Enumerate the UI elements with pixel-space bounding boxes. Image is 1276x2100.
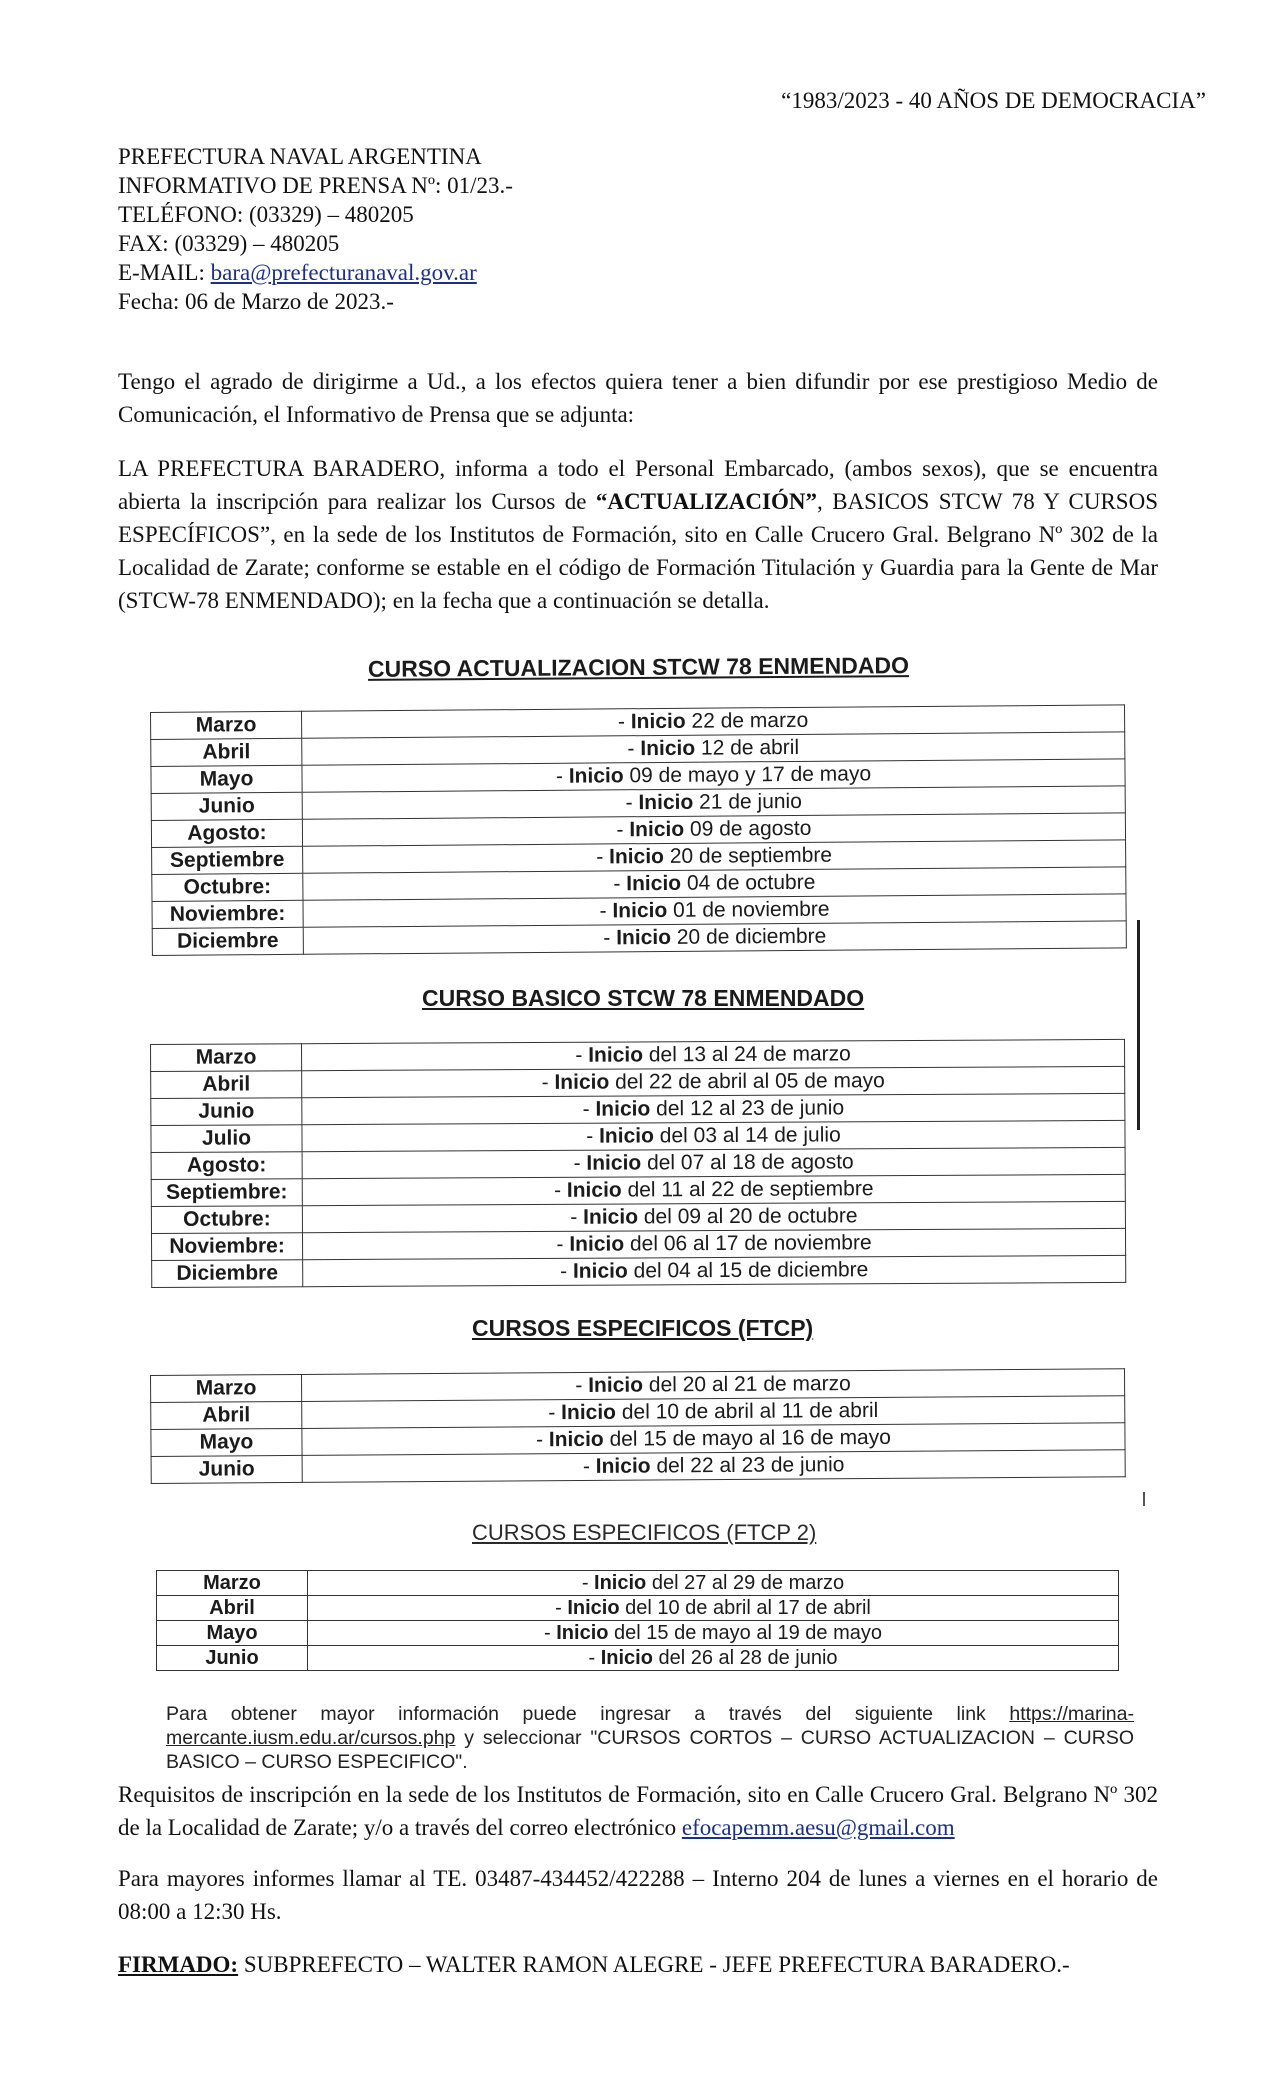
date-prefix: - (586, 1124, 600, 1148)
date-prefix: - (544, 1622, 557, 1644)
start-label: Inicio (548, 1427, 604, 1452)
start-label: Inicio (640, 736, 696, 761)
date-cell (302, 1066, 1125, 1097)
date-prefix: - (603, 926, 617, 950)
date-text: del 15 de mayo al 16 de mayo (603, 1425, 891, 1451)
start-label: Inicio (595, 1097, 651, 1121)
date-text: del 04 al 15 de diciembre (627, 1258, 869, 1283)
date-prefix: - (541, 1070, 555, 1094)
email-label: E-MAIL: (118, 260, 211, 285)
info-note (166, 1702, 1134, 1774)
start-label: Inicio (599, 1124, 654, 1148)
month-cell: Marzo (151, 1044, 302, 1072)
info-text-2: y seleccionar "CURSOS CORTOS – CURSO ACTUALIZACION – CURSO BASICO – CURSO ESPECIFICO". (166, 1727, 1134, 1773)
date-text: 21 de junio (693, 789, 802, 814)
start-label: Inicio (608, 844, 665, 869)
schedule-row (151, 1450, 1125, 1484)
fax-line: FAX: (03329) – 480205 (118, 231, 340, 256)
schedule-table-especificos (150, 1368, 1126, 1484)
date-text: del 13 al 24 de marzo (642, 1042, 851, 1067)
signature-text: SUBPREFECTO – WALTER RAMON ALEGRE - JEFE PREFECTURA BARADERO.- (238, 1952, 1070, 1977)
month-cell: Septiembre: (151, 1179, 302, 1207)
schedule-table-especificos-2 (156, 1570, 1119, 1671)
date-text: 20 de septiembre (663, 843, 833, 868)
date-text: del 22 al 23 de junio (650, 1453, 845, 1478)
requirements-paragraph (118, 1778, 1158, 1844)
date-prefix: - (588, 1647, 601, 1669)
month-cell: Diciembre (152, 927, 303, 955)
start-label: Inicio (583, 1205, 639, 1229)
signature-label: FIRMADO: (118, 1952, 239, 1977)
start-label: Inicio (616, 925, 672, 950)
start-label: Inicio (612, 898, 668, 923)
date-prefix: - (575, 1373, 589, 1398)
date-prefix: - (599, 899, 613, 923)
org-name: PREFECTURA NAVAL ARGENTINA (118, 144, 482, 169)
start-label: Inicio (568, 764, 624, 788)
month-cell: Abril (151, 738, 302, 766)
start-label: Inicio (588, 1043, 644, 1067)
month-cell: Abril (157, 1596, 308, 1621)
schedule-row (157, 1621, 1119, 1646)
month-cell: Abril (151, 1401, 302, 1429)
requirements-email-link[interactable]: efocapemm.aesu@gmail.com (681, 1815, 955, 1840)
date-text: del 06 al 17 de noviembre (624, 1231, 872, 1256)
date-cell (303, 921, 1126, 954)
date-prefix: - (560, 1259, 573, 1283)
month-cell: Junio (157, 1646, 308, 1671)
date-prefix: - (627, 737, 641, 761)
schedule-row (157, 1596, 1119, 1621)
table-title-especificos: CURSOS ESPECIFICOS (FTCP) (472, 1315, 814, 1341)
month-cell: Junio (151, 792, 302, 820)
email-line (118, 258, 513, 287)
table-title-actualizacion: CURSO ACTUALIZACION STCW 78 ENMENDADO (367, 652, 910, 682)
start-label: Inicio (586, 1151, 642, 1175)
month-cell: Julio (151, 1125, 302, 1153)
date-prefix: - (570, 1205, 584, 1229)
table-title-basico: CURSO BASICO STCW 78 ENMENDADO (422, 985, 865, 1011)
date-prefix: - (613, 872, 627, 896)
date-prefix: - (581, 1572, 595, 1594)
month-cell: Marzo (157, 1571, 308, 1596)
table-title-especificos-2: CURSOS ESPECIFICOS (FTCP 2) (472, 1520, 817, 1545)
month-cell: Mayo (157, 1621, 308, 1646)
month-cell: Noviembre: (151, 1233, 302, 1261)
date-cell (302, 1450, 1125, 1483)
month-cell: Octubre: (152, 873, 303, 901)
schedule-table-basico (150, 1039, 1126, 1288)
date-text: del 11 al 22 de septiembre (621, 1177, 874, 1202)
date-prefix: - (573, 1151, 587, 1175)
month-cell: Mayo (151, 765, 302, 793)
intro-paragraph: Tengo el agrado de dirigirme a Ud., a los efectos quiera tener a bien difundir por ese prestigioso Medio de Comunicación, el Informativo de Prensa que se adjunta: (118, 369, 1158, 427)
month-cell: Agosto: (151, 819, 302, 847)
month-cell: Marzo (151, 711, 302, 739)
letterhead (118, 142, 513, 316)
month-cell: Mayo (151, 1428, 302, 1456)
date-prefix: - (535, 1428, 549, 1452)
announcement-bold: “ACTUALIZACIÓN” (595, 489, 817, 514)
start-label: Inicio (629, 817, 685, 842)
start-label: Inicio (569, 1232, 625, 1256)
start-label: Inicio (567, 1597, 620, 1619)
date-cell (308, 1646, 1119, 1671)
date-prefix: - (582, 1454, 596, 1478)
month-cell: Junio (151, 1455, 302, 1483)
month-cell: Octubre: (151, 1206, 302, 1234)
scan-edge-mark (1137, 920, 1140, 1130)
announcement-text-1: LA PREFECTURA BARADERO, informa a todo el Personal Embarcado, (ambos sexos), que se encuentra abierta la inscripción para realizar los Cursos de (118, 456, 1158, 514)
date-text: del 07 al 18 de agosto (641, 1150, 854, 1175)
start-label: Inicio (600, 1647, 653, 1669)
date-cell (302, 1201, 1125, 1232)
date-text: del 27 al 29 de marzo (646, 1572, 845, 1594)
start-label: Inicio (630, 709, 686, 734)
start-label: Inicio (595, 1454, 651, 1478)
courses-link[interactable]: https://marina-mercante.iusm.edu.ar/cursos.php (166, 1703, 1134, 1749)
start-label: Inicio (594, 1572, 647, 1594)
schedule-table-actualizacion (150, 704, 1127, 956)
month-cell: Diciembre (152, 1260, 303, 1288)
date-cell (308, 1621, 1119, 1646)
start-label: Inicio (561, 1400, 617, 1425)
date-line: Fecha: 06 de Marzo de 2023.- (118, 289, 394, 314)
date-prefix: - (582, 1097, 596, 1121)
motto: “1983/2023 - 40 AÑOS DE DEMOCRACIA” (781, 88, 1206, 113)
requirements-text: Requisitos de inscripción en la sede de los Institutos de Formación, sito en Calle Crucero Gral. Belgrano Nº 302 de la Localidad de Zarate; y/o a través del correo electrónico (118, 1782, 1158, 1840)
date-text: del 10 de abril al 11 de abril (615, 1398, 879, 1424)
date-prefix: - (625, 791, 639, 815)
date-text: 09 de agosto (684, 816, 812, 841)
start-label: Inicio (566, 1178, 622, 1202)
month-cell: Marzo (151, 1374, 302, 1402)
email-link[interactable]: bara@prefecturanaval.gov.ar (210, 260, 477, 285)
press-release-number: INFORMATIVO DE PRENSA Nº: 01/23.- (118, 173, 513, 198)
date-prefix: - (596, 845, 610, 869)
schedule-row (157, 1571, 1119, 1596)
date-cell (302, 1039, 1125, 1070)
month-cell: Septiembre (152, 846, 303, 874)
date-cell (302, 1120, 1125, 1151)
date-text: 01 de noviembre (667, 897, 830, 922)
date-prefix: - (553, 1178, 567, 1202)
date-text: del 03 al 14 de julio (653, 1123, 841, 1148)
date-cell (302, 1093, 1125, 1124)
date-text: del 22 de abril al 05 de mayo (609, 1069, 885, 1094)
start-label: Inicio (638, 790, 694, 815)
date-prefix: - (555, 1597, 568, 1619)
date-cell (302, 1147, 1125, 1178)
info-text-1: Para obtener mayor información puede ingresar a través del siguiente link (166, 1703, 1010, 1725)
date-text: del 10 de abril al 17 de abril (619, 1597, 871, 1619)
start-label: Inicio (554, 1070, 610, 1094)
date-text: del 20 al 21 de marzo (642, 1372, 851, 1397)
schedule-row (157, 1646, 1119, 1671)
date-text: del 09 al 20 de octubre (637, 1204, 858, 1229)
date-text: 22 de marzo (685, 708, 809, 733)
date-text: del 15 de mayo al 19 de mayo (608, 1622, 882, 1644)
month-cell: Junio (151, 1098, 302, 1126)
contact-paragraph: Para mayores informes llamar al TE. 03487-434452/422288 – Interno 204 de lunes a viernes en el horario de 08:00 a 12:30 Hs. (118, 1866, 1158, 1924)
date-cell (308, 1596, 1119, 1621)
start-label: Inicio (588, 1373, 644, 1397)
start-label: Inicio (572, 1259, 628, 1283)
scan-edge-tick (1143, 1492, 1145, 1506)
date-cell (303, 1255, 1126, 1286)
announcement-text-2: , BASICOS STCW 78 Y CURSOS ESPECÍFICOS”, en la sede de los Institutos de Formación, sito en Calle Crucero Gral. Belgrano Nº 302 de la Localidad de Zarate; conforme se estable en el código de Formación Titulación y Guardia para la Gente de Mar (STCW-78 ENMENDADO); en la fecha que a continuación se detalla. (118, 489, 1158, 613)
date-prefix: - (617, 710, 631, 734)
date-cell (302, 1228, 1125, 1259)
date-cell (308, 1571, 1119, 1596)
date-text: del 26 al 28 de junio (652, 1647, 838, 1669)
date-text: 09 de mayo y 17 de mayo (623, 762, 872, 788)
month-cell: Noviembre: (152, 900, 303, 928)
date-prefix: - (575, 1043, 589, 1067)
month-cell: Abril (151, 1071, 302, 1099)
date-text: 04 de octubre (680, 870, 816, 895)
announcement-paragraph (118, 452, 1158, 617)
schedule-row (152, 1255, 1126, 1287)
phone-line: TELÉFONO: (03329) – 480205 (118, 202, 414, 227)
date-text: 12 de abril (695, 735, 800, 760)
start-label: Inicio (626, 871, 682, 896)
date-prefix: - (556, 1232, 570, 1256)
month-cell: Agosto: (151, 1152, 302, 1180)
date-text: 20 de diciembre (670, 924, 827, 949)
date-prefix: - (555, 764, 569, 788)
date-prefix: - (616, 818, 630, 842)
start-label: Inicio (556, 1622, 609, 1644)
date-cell (302, 1174, 1125, 1205)
date-prefix: - (548, 1401, 562, 1425)
date-text: del 12 al 23 de junio (650, 1096, 845, 1121)
signature-line (118, 1948, 1158, 1981)
